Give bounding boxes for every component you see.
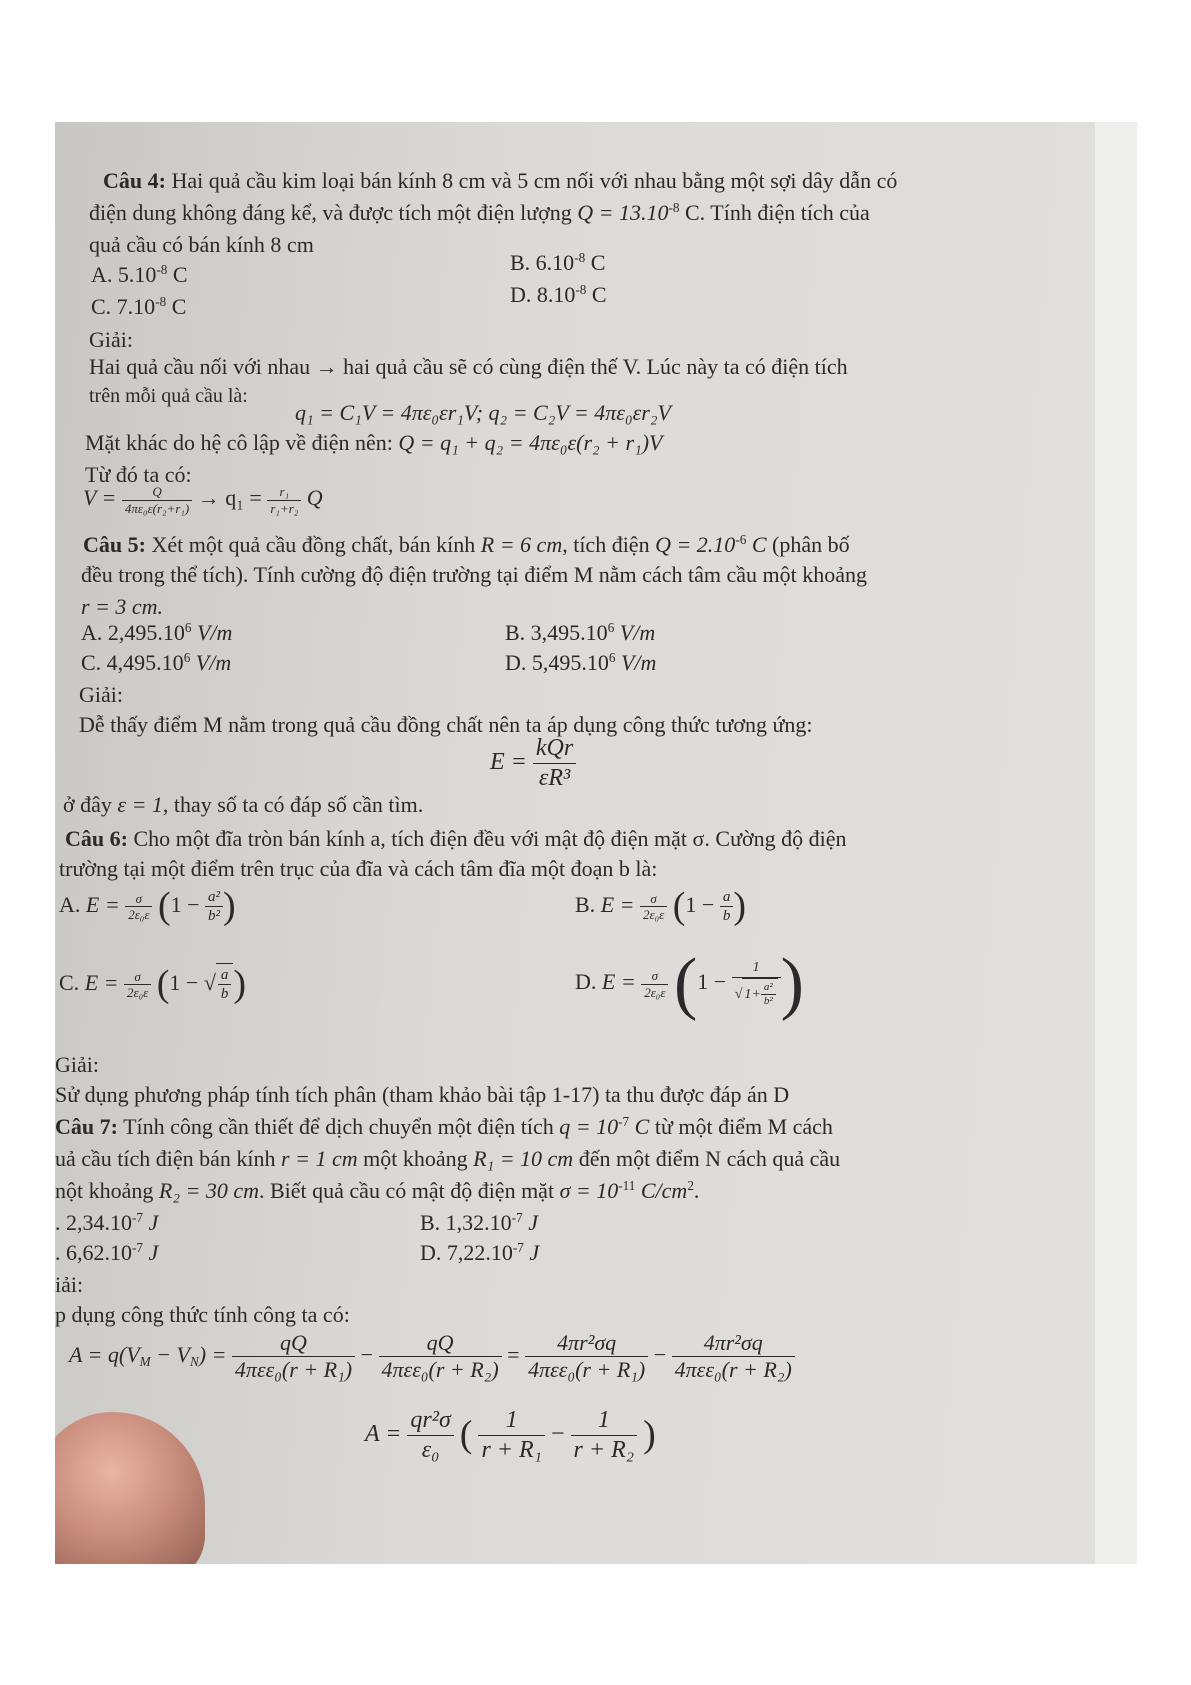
q5-solution-line2: ở đây ε = 1, thay số ta có đáp số cần tìm. <box>63 792 424 817</box>
q4-option-c: C. $7.10^{-8}$ C <box>91 294 187 319</box>
q4-solution-label: Giải: <box>89 327 133 352</box>
q7-option-b: B. $1,32.10^{-7}$ J <box>420 1210 538 1235</box>
q7-option-c: . $6,62.10^{-7}$ J <box>55 1240 159 1265</box>
q4-charge-exp: -8 <box>668 200 680 216</box>
q4-line2 <box>89 200 870 226</box>
q4-text2a: điện dung không đáng kể, và được tích một điện lượng <box>89 200 578 225</box>
q7-option-a: . $2,34.10^{-7}$ J <box>55 1210 159 1235</box>
q4-solution-line4: Từ đó ta có: <box>85 462 192 487</box>
q6-line1: Câu 6: Cho một đĩa tròn bán kính a, tích điện đều với mật độ điện mặt σ. Cường độ điện <box>65 826 847 851</box>
q6-solution-line1: Sử dụng phương pháp tính tích phân (tham khảo bài tập 1-17) ta thu được đáp án D <box>55 1082 790 1107</box>
q4-option-b: B. $6.10^{-8}$ C <box>510 250 606 275</box>
q6-solution-label: Giải: <box>55 1052 99 1077</box>
q5-line3: r = 3 cm. <box>81 594 164 619</box>
document-photo <box>55 122 1137 1564</box>
q4-label: Câu 4: <box>103 168 166 193</box>
q4-text1: Hai quả cầu kim loại bán kính 8 cm và 5 cm nối với nhau bằng một sợi dây dẫn có <box>171 168 898 193</box>
q4-charge: Q = 13.10 <box>577 200 669 225</box>
q6-option-a: A. E = $\frac{\sigma}{\text{2ε₀ε}}$ (1 − $\frac{\text{a²}}{\text{b²}}$ ) <box>59 885 236 927</box>
q4-line3: quả cầu có bán kính 8 cm <box>89 232 314 257</box>
q7-option-d: D. $7,22.10^{-7}$ J <box>420 1240 540 1265</box>
q6-option-c: C. E = $\frac{\sigma}{\text{2ε₀ε}}$ (1 − √ $\frac{a}{b}$ ) <box>59 963 247 1005</box>
q5-equation-field: E = $\frac{\text{kQr}}{\text{εR³}}$ <box>490 734 576 793</box>
q5-solution-line1: Dễ thấy điểm M nằm trong quả cầu đồng chất nên ta áp dụng công thức tương ứng: <box>79 712 813 737</box>
q4-equation-total: Q = q₁ + q₂ = 4πε₀ε(r₂ + r₁)V <box>398 430 663 455</box>
q4-option-a: A. $5.10^{-8}$ C <box>91 262 188 287</box>
q5-option-b: B. 3,495.10$^6$ V/m <box>505 620 656 645</box>
q7-line1: Câu 7: Tính công cần thiết để dịch chuyển một điện tích $q = 10^{-7}$ C từ một điểm M cách <box>55 1114 833 1139</box>
q5-solution-label: Giải: <box>79 682 123 707</box>
q6-option-b: B. E = $\frac{\sigma}{\text{2ε₀ε}}$ (1 − $\frac{a}{b}$ ) <box>575 885 746 927</box>
q6-option-d: D. E = $\frac{\sigma}{\text{2ε₀ε}}$ (1 − 1 √ 1+ $\frac{\text{a²}}{\text{b²}}$ ) <box>575 945 804 1022</box>
q7-line2: uả cầu tích điện bán kính r = 1 cm một khoảng R₁ = 10 cm đến một điểm N cách quả cầu <box>55 1146 841 1171</box>
q5-option-c: C. 4,495.10$^6$ V/m <box>81 650 232 675</box>
q7-line3: nột khoảng R₂ = 30 cm. Biết quả cầu có mật độ điện mặt $\sigma = 10^{-11}$ $C/cm^2$. <box>55 1178 700 1203</box>
q7-label: Câu 7: <box>55 1114 118 1139</box>
q4-option-d: D. $8.10^{-8}$ C <box>510 282 607 307</box>
q4-solution-line1: Hai quả cầu nối với nhau → hai quả cầu sẽ có cùng điện thế V. Lúc này ta có điện tích <box>89 354 848 379</box>
q4-solution-line2: trên mỗi quả cầu là: <box>89 385 248 407</box>
q5-line2: đều trong thể tích). Tính cường độ điện trường tại điểm M nằm cách tâm cầu một khoảng <box>81 562 867 587</box>
q5-option-d: D. 5,495.10$^6$ V/m <box>505 650 657 675</box>
q7-equation-work: $A = q(V_M - V_N)$ = $\frac{qQ}{\text{4πεε₀(r + R₁)}}$ − $\frac{qQ}{\text{4πεε₀(r + R₂)}}$ = $\frac{\text{4πr²σq}}{\text{4πεε₀(r + R₁)}}$ − $\frac{\text{4πr²σq}}{\text{4πεε₀(r + R₂)}}$ <box>69 1330 795 1384</box>
q4-text2c: C. Tính điện tích của <box>679 200 870 225</box>
q5-line1: Câu 5: Xét một quả cầu đồng chất, bán kính R = 6 cm, tích điện $Q = 2.10^{-6}$ C (phân bố <box>83 532 850 557</box>
q7-equation-work-simplified: A = $\frac{\text{qr²σ}}{\text{ε₀}}$ ( $\frac{1}{\text{r + R₁}}$ − $\frac{1}{\text{r + R₂}}$ ) <box>365 1407 656 1463</box>
q4-equation-potential: V = $\frac{Q}{\text{4πε₀ε(r₂+r₁)}}$ → q₁ = $\frac{\text{r₁}}{\text{r₁+r₂}}$ Q <box>83 484 323 516</box>
q6-label: Câu 6: <box>65 826 128 851</box>
q4-solution-line3 <box>85 430 663 456</box>
q4-text3a: Mặt khác do hệ cô lập về điện nên: <box>85 430 399 455</box>
q7-solution-label: iải: <box>55 1272 84 1297</box>
q7-solution-line1: p dụng công thức tính công ta có: <box>55 1302 350 1327</box>
q4-line1 <box>103 168 897 194</box>
q4-equation-charges: q₁ = C₁V = 4πε₀εr₁V; q₂ = C₂V = 4πε₀εr₂V <box>295 400 671 425</box>
page-content <box>55 122 1095 1564</box>
q5-option-a: A. 2,495.10$^6$ V/m <box>81 620 233 645</box>
q6-line2: trường tại một điểm trên trục của đĩa và cách tâm đĩa một đoạn b là: <box>59 856 658 881</box>
q5-label: Câu 5: <box>83 532 146 557</box>
